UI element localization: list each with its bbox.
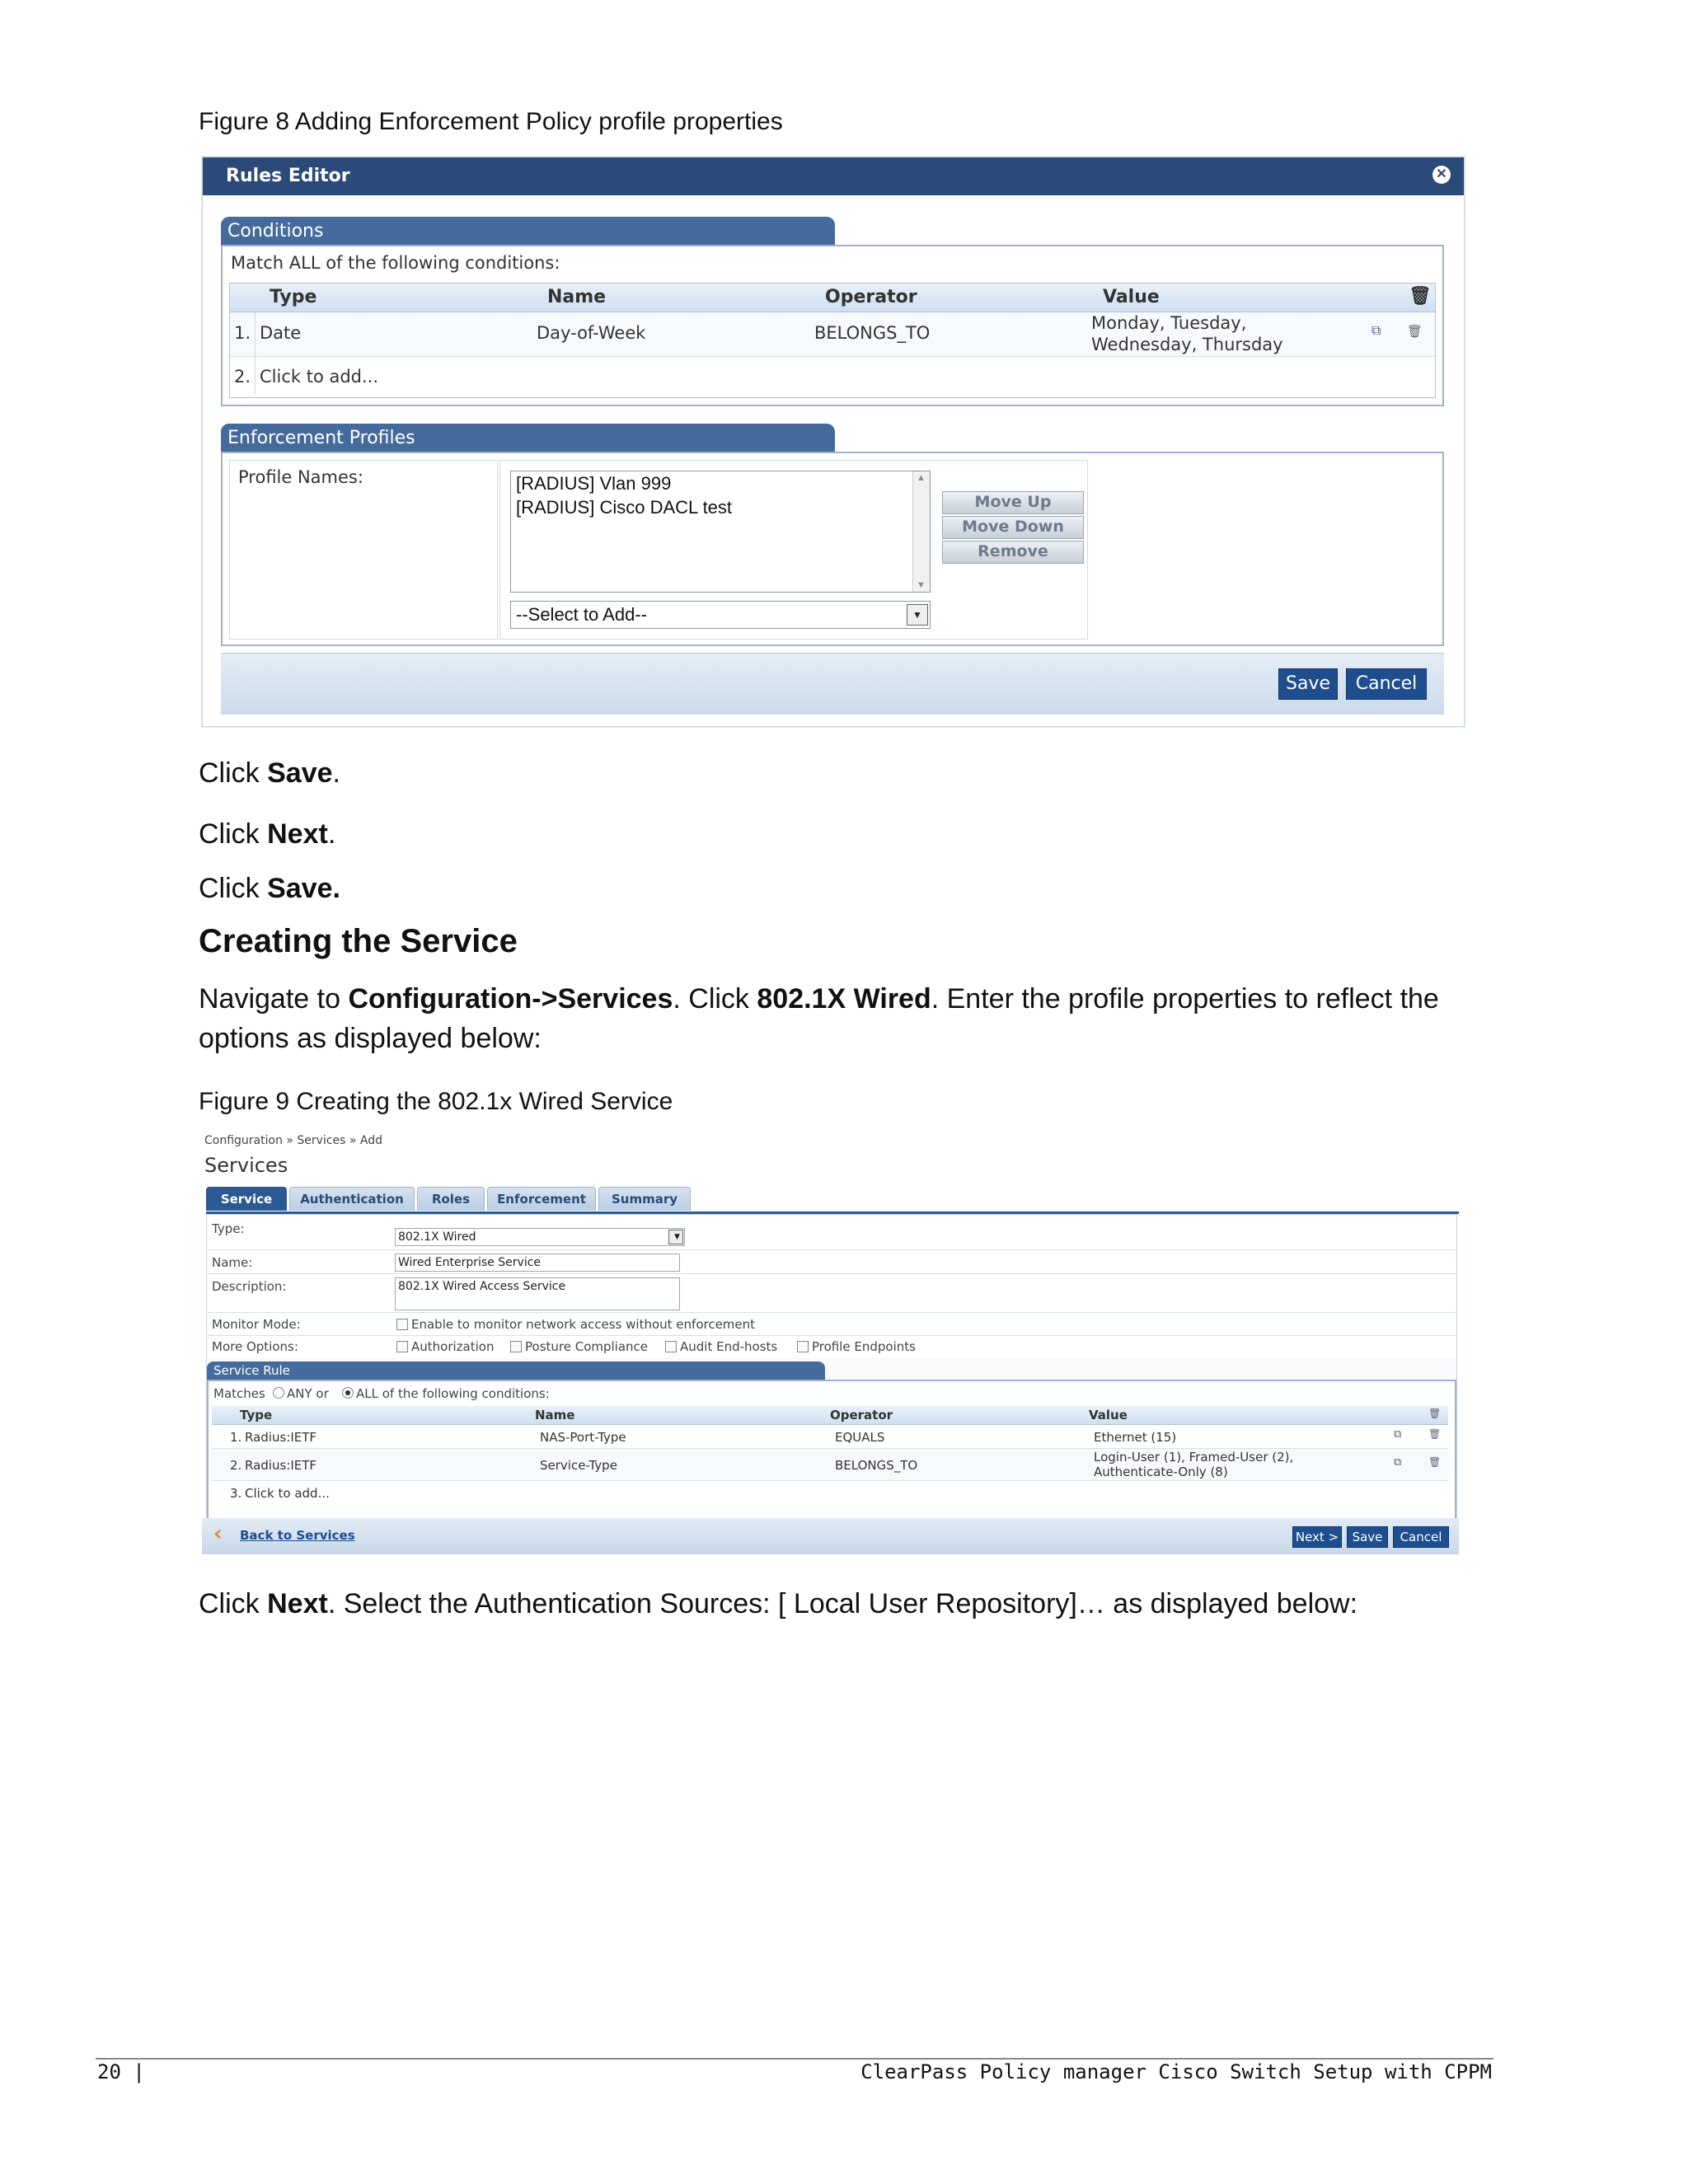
monitor-row (207, 1313, 1456, 1336)
row-type: Date (260, 323, 302, 343)
step-bold: Save (267, 757, 333, 789)
profile-names-label: Profile Names: (238, 467, 363, 487)
posture-checkbox[interactable] (510, 1341, 522, 1352)
cancel-button[interactable]: Cancel (1346, 668, 1427, 700)
move-down-button[interactable]: Move Down (942, 516, 1084, 539)
para-text: . Click (673, 983, 757, 1015)
step-text: Click (199, 818, 268, 850)
row-value: Ethernet (15) (1094, 1430, 1177, 1445)
rules-editor-dialog (202, 157, 1465, 727)
type-value: 802.1X Wired (398, 1230, 476, 1244)
add-condition-row[interactable] (230, 357, 1435, 395)
monitor-checkbox[interactable] (396, 1319, 408, 1330)
row-name: Day-of-Week (537, 323, 646, 343)
rules-editor-title: Rules Editor (203, 157, 1464, 195)
col-type: Type (270, 287, 317, 307)
row-value-line2: Wednesday, Thursday (1091, 335, 1283, 354)
trash-icon[interactable]: 🗑 (1407, 325, 1423, 339)
scroll-up-icon[interactable]: ▲ (917, 473, 926, 483)
copy-icon[interactable]: ⧉ (1394, 1456, 1402, 1469)
row-operator: BELONGS_TO (835, 1458, 918, 1473)
row-value-line2: Authenticate-Only (8) (1094, 1465, 1228, 1479)
posture-label: Posture Compliance (525, 1339, 649, 1354)
para-text: Navigate to (199, 983, 349, 1015)
step-text: Click (199, 757, 268, 789)
all-radio[interactable] (342, 1387, 354, 1399)
service-form (206, 1214, 1457, 1554)
section-heading: Creating the Service (199, 923, 518, 959)
cancel-button[interactable]: Cancel (1393, 1526, 1449, 1548)
figure-8-caption: Figure 8 Adding Enforcement Policy profile properties (199, 108, 783, 135)
step-click-next (199, 814, 335, 854)
save-button[interactable]: Save (1278, 668, 1338, 700)
move-up-button[interactable]: Move Up (942, 491, 1084, 514)
authorization-checkbox[interactable] (396, 1341, 408, 1352)
tab-bar (206, 1187, 1459, 1214)
any-label: ANY or (287, 1386, 329, 1401)
breadcrumb: Configuration » Services » Add (204, 1134, 383, 1147)
service-rule-panel (207, 1380, 1456, 1523)
type-select[interactable] (395, 1228, 685, 1246)
para-bold: Configuration->Services (348, 983, 673, 1015)
step-text: Click (199, 873, 268, 904)
step-click-save-2 (199, 869, 340, 908)
para-text: Click (199, 1588, 268, 1619)
step-next-paragraph (199, 1584, 1357, 1624)
conditions-tab: Conditions (221, 217, 835, 245)
profile-endpoints-label: Profile Endpoints (812, 1339, 916, 1354)
row-type: Radius:IETF (245, 1430, 317, 1445)
description-label: Description: (212, 1279, 287, 1294)
step-bold: Save. (267, 873, 340, 904)
col-name: Name (535, 1408, 575, 1422)
matches-label: Matches (213, 1386, 265, 1401)
row-value-line1: Monday, Tuesday, (1091, 313, 1247, 333)
enforcement-profiles-tab: Enforcement Profiles (221, 424, 835, 452)
row-operator: EQUALS (835, 1430, 885, 1445)
footer-rule (96, 2058, 1493, 2060)
scroll-down-icon[interactable]: ▼ (917, 580, 926, 590)
all-label: ALL of the following conditions: (356, 1386, 550, 1401)
col-operator: Operator (830, 1408, 893, 1422)
rule-header (212, 1406, 1448, 1425)
conditions-match-text: Match ALL of the following conditions: (231, 253, 560, 273)
profile-endpoints-checkbox[interactable] (797, 1341, 809, 1352)
audit-checkbox[interactable] (665, 1341, 677, 1352)
row-name: NAS-Port-Type (540, 1430, 626, 1445)
audit-label: Audit End-hosts (680, 1339, 778, 1354)
trash-icon[interactable]: 🗑 (1428, 1408, 1442, 1419)
figure-9-caption: Figure 9 Creating the 802.1x Wired Service (199, 1088, 673, 1115)
step-click-save (199, 753, 340, 793)
dialog-footer (221, 653, 1444, 715)
conditions-table (229, 283, 1436, 398)
more-options-label: More Options: (212, 1339, 298, 1354)
services-footer (202, 1518, 1459, 1554)
tab-authentication[interactable]: Authentication (289, 1187, 415, 1211)
click-to-add[interactable]: Click to add... (260, 367, 379, 387)
para-text: . Enter the profile properties to reflect the (931, 983, 1439, 1015)
more-options-row (207, 1336, 1456, 1357)
close-icon[interactable]: ✕ (1432, 166, 1451, 184)
condition-row[interactable] (230, 312, 1435, 357)
col-operator: Operator (825, 287, 917, 307)
service-rule-tab: Service Rule (207, 1361, 825, 1380)
row-type: Radius:IETF (245, 1458, 317, 1473)
col-value: Value (1103, 287, 1160, 307)
footer-title: ClearPass Policy manager Cisco Switch Setup with CPPM (860, 2060, 1492, 2083)
profile-value-cell (499, 460, 1088, 640)
trash-icon[interactable]: 🗑 (1428, 1428, 1442, 1440)
para-bold: 802.1X Wired (757, 983, 931, 1015)
monitor-option-label: Enable to monitor network access without enforcement (411, 1317, 756, 1332)
name-row (207, 1250, 1456, 1274)
description-textarea[interactable]: 802.1X Wired Access Service (395, 1277, 680, 1310)
listbox-scrollbar[interactable] (912, 471, 930, 592)
row-value-line1: Login-User (1), Framed-User (2), (1094, 1450, 1294, 1465)
para-text: . Select the Authentication Sources: [ Local User Repository]… as displayed below: (327, 1588, 1358, 1619)
tab-roles[interactable]: Roles (417, 1187, 485, 1211)
step-bold: Next (267, 818, 328, 850)
click-to-add[interactable]: Click to add... (245, 1486, 330, 1501)
conditions-header (230, 284, 1435, 312)
remove-button[interactable]: Remove (942, 541, 1084, 564)
any-radio[interactable] (273, 1387, 284, 1399)
col-value: Value (1089, 1408, 1128, 1422)
page-title: Services (204, 1154, 288, 1177)
step-text: . (332, 757, 340, 789)
next-button[interactable]: Next > (1292, 1526, 1342, 1548)
rule-row[interactable] (212, 1449, 1448, 1481)
row-number: 3. (230, 1486, 242, 1501)
trash-icon[interactable]: 🗑 (1428, 1456, 1442, 1468)
services-screenshot (202, 1131, 1459, 1559)
page-number: 20 | (97, 2060, 145, 2083)
tab-enforcement[interactable]: Enforcement (487, 1187, 596, 1211)
name-label: Name: (212, 1255, 253, 1270)
profile-listbox[interactable] (510, 471, 931, 593)
enforcement-panel (221, 452, 1444, 646)
row-divider (255, 357, 256, 395)
select-value: --Select to Add-- (516, 604, 647, 625)
row-number: 1. (230, 1430, 242, 1445)
select-to-add-dropdown[interactable] (510, 601, 931, 629)
para-text: options as displayed below: (199, 1023, 542, 1054)
rule-row[interactable] (212, 1425, 1448, 1449)
row-number: 2. (230, 1458, 242, 1473)
para-bold: Next (267, 1588, 328, 1619)
type-label: Type: (212, 1221, 245, 1236)
row-number: 2. (234, 367, 251, 387)
description-row (207, 1274, 1456, 1313)
back-to-services-link[interactable]: Back to Services (240, 1528, 355, 1543)
row-operator: BELONGS_TO (814, 323, 931, 343)
chevron-down-icon[interactable]: ▼ (668, 1230, 683, 1244)
col-type: Type (240, 1408, 273, 1422)
authorization-label: Authorization (411, 1339, 495, 1354)
name-input[interactable]: Wired Enterprise Service (395, 1254, 680, 1272)
tab-summary[interactable]: Summary (598, 1187, 691, 1211)
type-row (207, 1215, 1456, 1250)
save-button[interactable]: Save (1347, 1526, 1388, 1548)
navigate-paragraph (199, 979, 1517, 1058)
add-rule-row[interactable] (212, 1481, 1448, 1504)
col-name: Name (547, 287, 607, 307)
profile-label-cell (229, 460, 498, 640)
copy-icon[interactable]: ⧉ (1372, 324, 1381, 338)
conditions-panel (221, 245, 1444, 406)
chevron-down-icon[interactable]: ▼ (907, 604, 928, 626)
monitor-label: Monitor Mode: (212, 1317, 301, 1332)
trash-icon[interactable]: 🗑 (1409, 286, 1432, 307)
profile-item[interactable]: [RADIUS] Cisco DACL test (516, 497, 733, 518)
back-arrow-icon[interactable]: ‹ (213, 1521, 223, 1546)
row-divider (255, 312, 256, 356)
copy-icon[interactable]: ⧉ (1394, 1428, 1402, 1441)
tab-service[interactable]: Service (206, 1187, 287, 1211)
profile-item[interactable]: [RADIUS] Vlan 999 (516, 473, 672, 494)
step-text: . (327, 818, 336, 850)
row-name: Service-Type (540, 1458, 617, 1473)
row-number: 1. (234, 323, 251, 343)
